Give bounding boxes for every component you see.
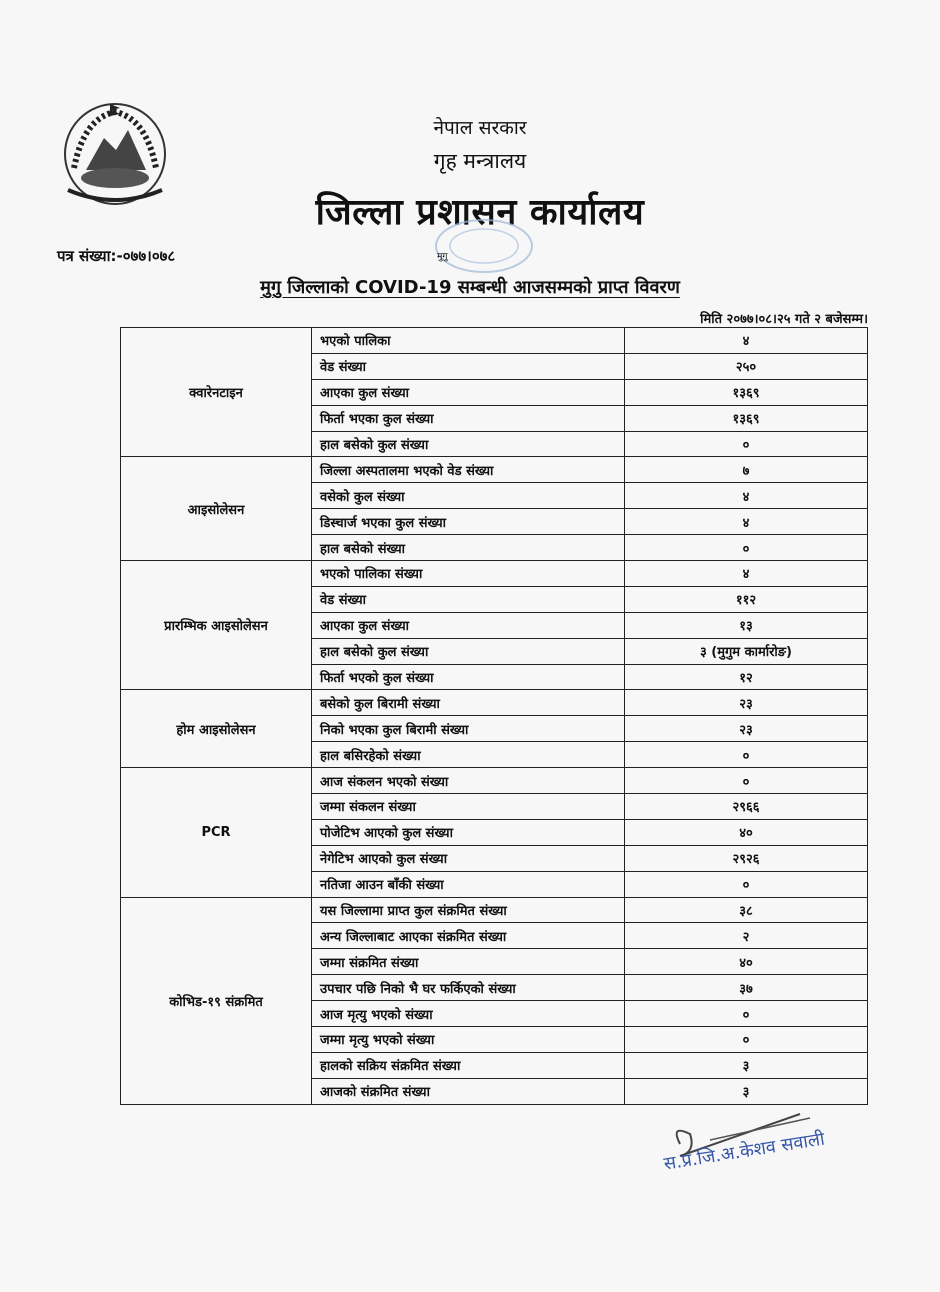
value-cell: ७: [625, 457, 868, 483]
item-cell: फिर्ता भएका कुल संख्या: [312, 405, 625, 431]
value-cell: ४०: [625, 949, 868, 975]
table-row: [121, 897, 868, 923]
item-cell: वसेको कुल संख्या: [312, 483, 625, 509]
value-cell: १३६९: [625, 379, 868, 405]
letter-number: पत्र संख्या:-०७७।०७८: [57, 247, 176, 265]
value-cell: १३६९: [625, 405, 868, 431]
value-cell: ०: [625, 768, 868, 794]
item-cell: आएका कुल संख्या: [312, 379, 625, 405]
item-cell: यस जिल्लामा प्राप्त कुल संक्रमित संख्या: [312, 897, 625, 923]
value-cell: २५०: [625, 353, 868, 379]
table-row: [121, 768, 868, 794]
item-cell: हाल बसेको संख्या: [312, 535, 625, 561]
government-heading: नेपाल सरकार: [433, 117, 527, 139]
item-cell: नतिजा आउन बाँकी संख्या: [312, 871, 625, 897]
item-cell: आएका कुल संख्या: [312, 612, 625, 638]
category-cell: कोभिड-१९ संक्रमित: [121, 897, 312, 1104]
item-cell: हाल बसेको कुल संख्या: [312, 638, 625, 664]
category-cell: क्वारेनटाइन: [121, 328, 312, 457]
table-row: [121, 457, 868, 483]
value-cell: ४०: [625, 819, 868, 845]
value-cell: ४: [625, 328, 868, 354]
value-cell: ०: [625, 431, 868, 457]
ministry-heading: गृह मन्त्रालय: [433, 149, 527, 173]
value-cell: ४: [625, 509, 868, 535]
stamp-mark: मुगु: [437, 252, 448, 262]
value-cell: १३: [625, 612, 868, 638]
value-cell: ०: [625, 742, 868, 768]
value-cell: ३ (मुगुम कार्मारोङ): [625, 638, 868, 664]
value-cell: ०: [625, 1027, 868, 1053]
item-cell: जम्मा मृत्यु भएको संख्या: [312, 1027, 625, 1053]
value-cell: ३: [625, 1078, 868, 1104]
category-cell: होम आइसोलेसन: [121, 690, 312, 768]
item-cell: जम्मा संकलन संख्या: [312, 794, 625, 820]
signature-text: स.प्र.जि.अ.केशव सवाली: [662, 1128, 827, 1175]
item-cell: हाल बसेको कुल संख्या: [312, 431, 625, 457]
table-row: [121, 690, 868, 716]
value-cell: २९२६: [625, 845, 868, 871]
value-cell: ३: [625, 1052, 868, 1078]
item-cell: हाल बसिरहेको संख्या: [312, 742, 625, 768]
item-cell: भएको पालिका संख्या: [312, 561, 625, 587]
covid-data-table: [120, 327, 868, 1105]
item-cell: भएको पालिका: [312, 328, 625, 354]
item-cell: हालको सक्रिय संक्रमित संख्या: [312, 1052, 625, 1078]
category-cell: आइसोलेसन: [121, 457, 312, 561]
value-cell: ०: [625, 1001, 868, 1027]
item-cell: बसेको कुल बिरामी संख्या: [312, 690, 625, 716]
value-cell: ११२: [625, 586, 868, 612]
item-cell: आजको संक्रमित संख्या: [312, 1078, 625, 1104]
item-cell: डिस्चार्ज भएका कुल संख्या: [312, 509, 625, 535]
item-cell: निको भएका कुल बिरामी संख्या: [312, 716, 625, 742]
value-cell: २३: [625, 690, 868, 716]
value-cell: २: [625, 923, 868, 949]
category-cell: PCR: [121, 768, 312, 897]
item-cell: आज संकलन भएको संख्या: [312, 768, 625, 794]
value-cell: ०: [625, 871, 868, 897]
category-cell: प्रारम्भिक आइसोलेसन: [121, 561, 312, 690]
value-cell: ०: [625, 535, 868, 561]
item-cell: वेड संख्या: [312, 353, 625, 379]
value-cell: ४: [625, 483, 868, 509]
table-row: [121, 328, 868, 354]
value-cell: ३७: [625, 975, 868, 1001]
document-title: मुगु जिल्लाको COVID-19 सम्बन्धी आजसम्मको प्राप्त विवरण: [260, 277, 680, 298]
office-stamp-icon: [418, 216, 538, 278]
office-heading: जिल्ला प्रशासन कार्यालय: [315, 192, 645, 233]
value-cell: ३८: [625, 897, 868, 923]
item-cell: वेड संख्या: [312, 586, 625, 612]
item-cell: नेगेटिभ आएको कुल संख्या: [312, 845, 625, 871]
item-cell: फिर्ता भएको कुल संख्या: [312, 664, 625, 690]
table-row: [121, 561, 868, 587]
value-cell: २३: [625, 716, 868, 742]
item-cell: आज मृत्यु भएको संख्या: [312, 1001, 625, 1027]
value-cell: १२: [625, 664, 868, 690]
report-date: मिति २०७७।०८।२५ गते २ बजेसम्म।: [700, 312, 868, 327]
value-cell: २९६६: [625, 794, 868, 820]
item-cell: पोजेटिभ आएको कुल संख्या: [312, 819, 625, 845]
item-cell: अन्य जिल्लाबाट आएका संक्रमित संख्या: [312, 923, 625, 949]
item-cell: जिल्ला अस्पतालमा भएको वेड संख्या: [312, 457, 625, 483]
value-cell: ४: [625, 561, 868, 587]
item-cell: उपचार पछि निको भै घर फर्किएको संख्या: [312, 975, 625, 1001]
item-cell: जम्मा संक्रमित संख्या: [312, 949, 625, 975]
